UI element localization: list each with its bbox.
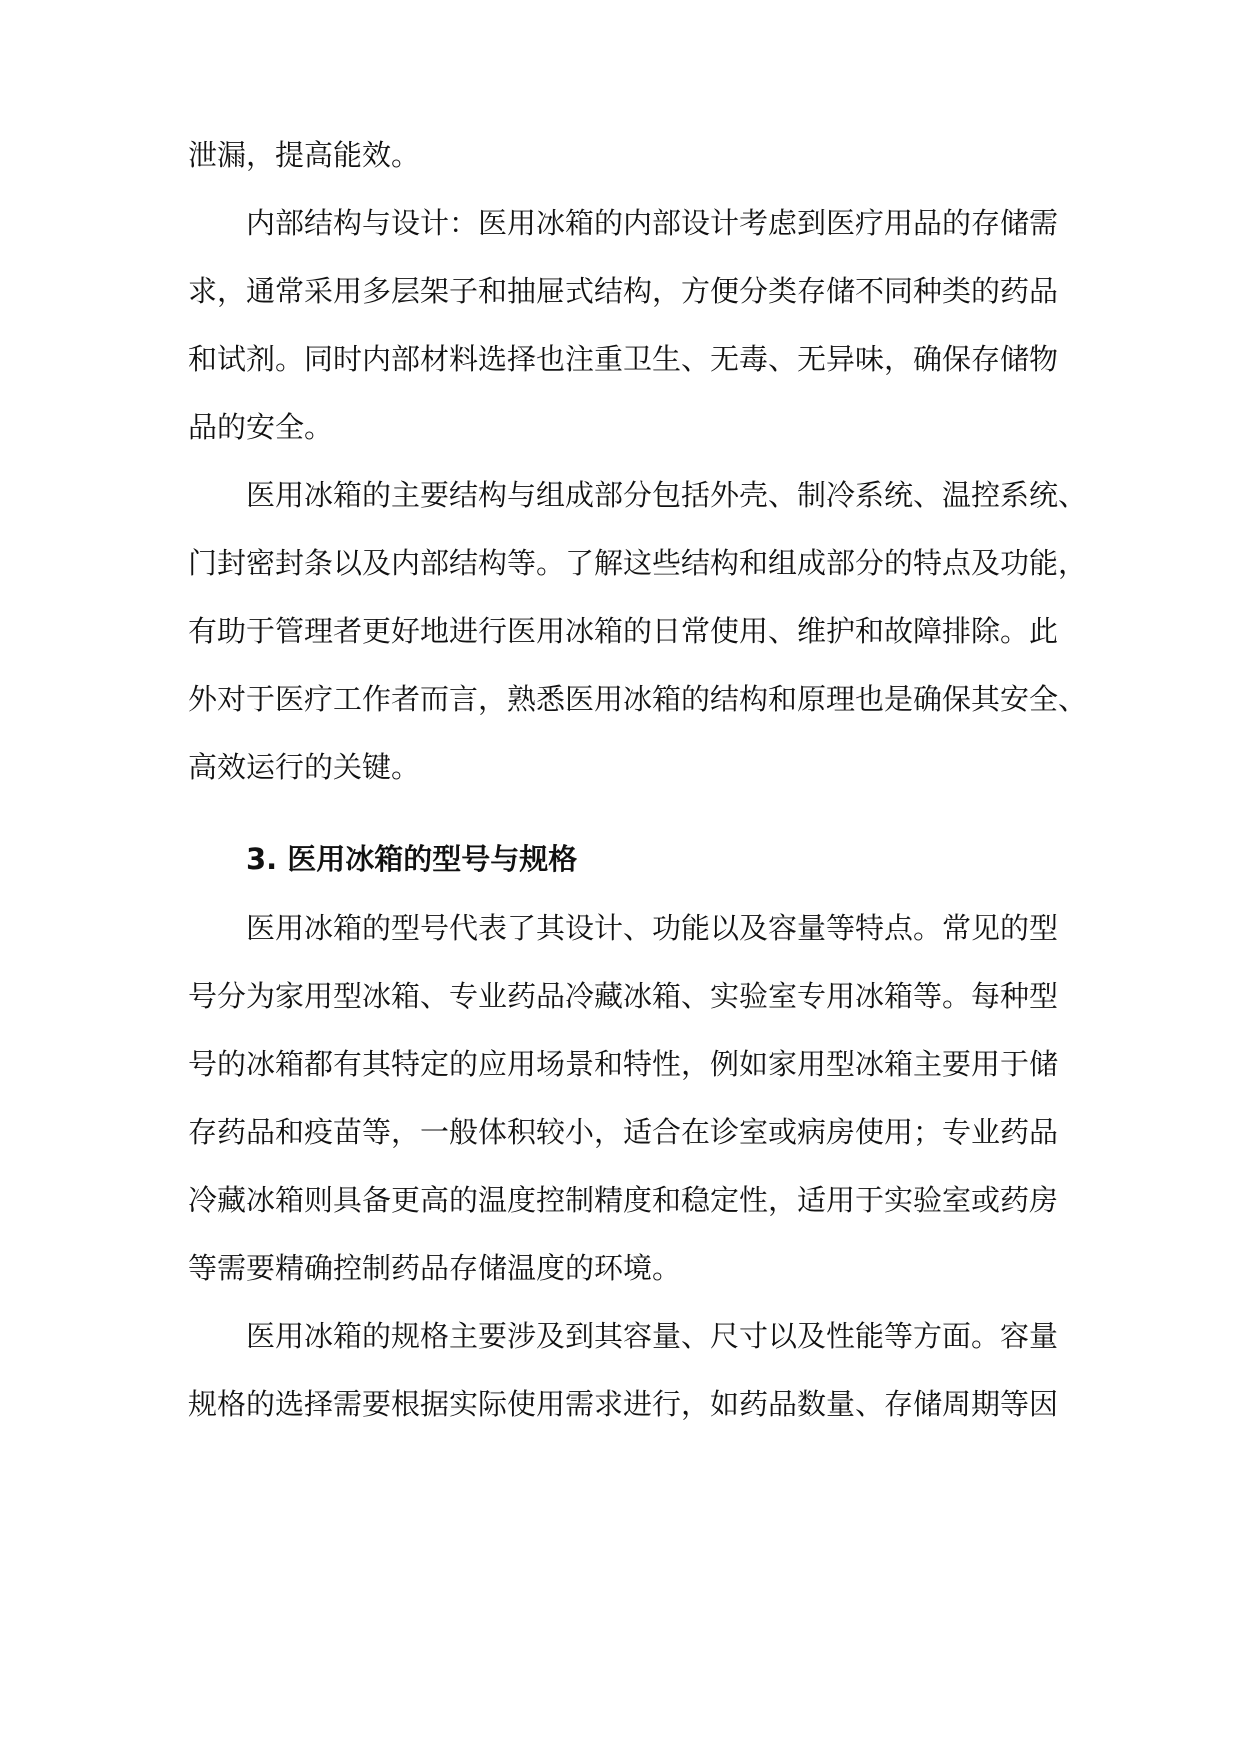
text-line: 高效运行的关键。 [188, 750, 421, 784]
paragraph-first-line: 医用冰箱的主要结构与组成部分包括外壳、制冷系统、温控系统、 [246, 478, 1088, 512]
text-line: 等需要精确控制药品存储温度的环境。 [188, 1251, 682, 1285]
text-line: 号的冰箱都有其特定的应用场景和特性，例如家用型冰箱主要用于储 [188, 1047, 1059, 1081]
text-line: 存药品和疫苗等，一般体积较小，适合在诊室或病房使用；专业药品 [188, 1115, 1059, 1149]
text-line: 品的安全。 [188, 410, 334, 444]
text-line: 求，通常采用多层架子和抽屉式结构，方便分类存储不同种类的药品 [188, 274, 1059, 308]
text-line: 号分为家用型冰箱、专业药品冷藏冰箱、实验室专用冰箱等。每种型 [188, 979, 1059, 1013]
text-line: 和试剂。同时内部材料选择也注重卫生、无毒、无异味，确保存储物 [188, 342, 1059, 376]
text-line: 门封密封条以及内部结构等。了解这些结构和组成部分的特点及功能， [188, 546, 1088, 580]
text-line: 规格的选择需要根据实际使用需求进行，如药品数量、存储周期等因 [188, 1387, 1059, 1421]
paragraph-first-line: 医用冰箱的型号代表了其设计、功能以及容量等特点。常见的型 [246, 911, 1059, 945]
text-line: 有助于管理者更好地进行医用冰箱的日常使用、维护和故障排除。此 [188, 614, 1059, 648]
text-line: 外对于医疗工作者而言，熟悉医用冰箱的结构和原理也是确保其安全、 [188, 682, 1088, 716]
text-line: 泄漏，提高能效。 [188, 138, 421, 172]
text-line: 冷藏冰箱则具备更高的温度控制精度和稳定性，适用于实验室或药房 [188, 1183, 1059, 1217]
section-heading: 3. 医用冰箱的型号与规格 [246, 842, 578, 876]
paragraph-first-line: 内部结构与设计：医用冰箱的内部设计考虑到医疗用品的存储需 [246, 206, 1059, 240]
paragraph-first-line: 医用冰箱的规格主要涉及到其容量、尺寸以及性能等方面。容量 [246, 1319, 1059, 1353]
